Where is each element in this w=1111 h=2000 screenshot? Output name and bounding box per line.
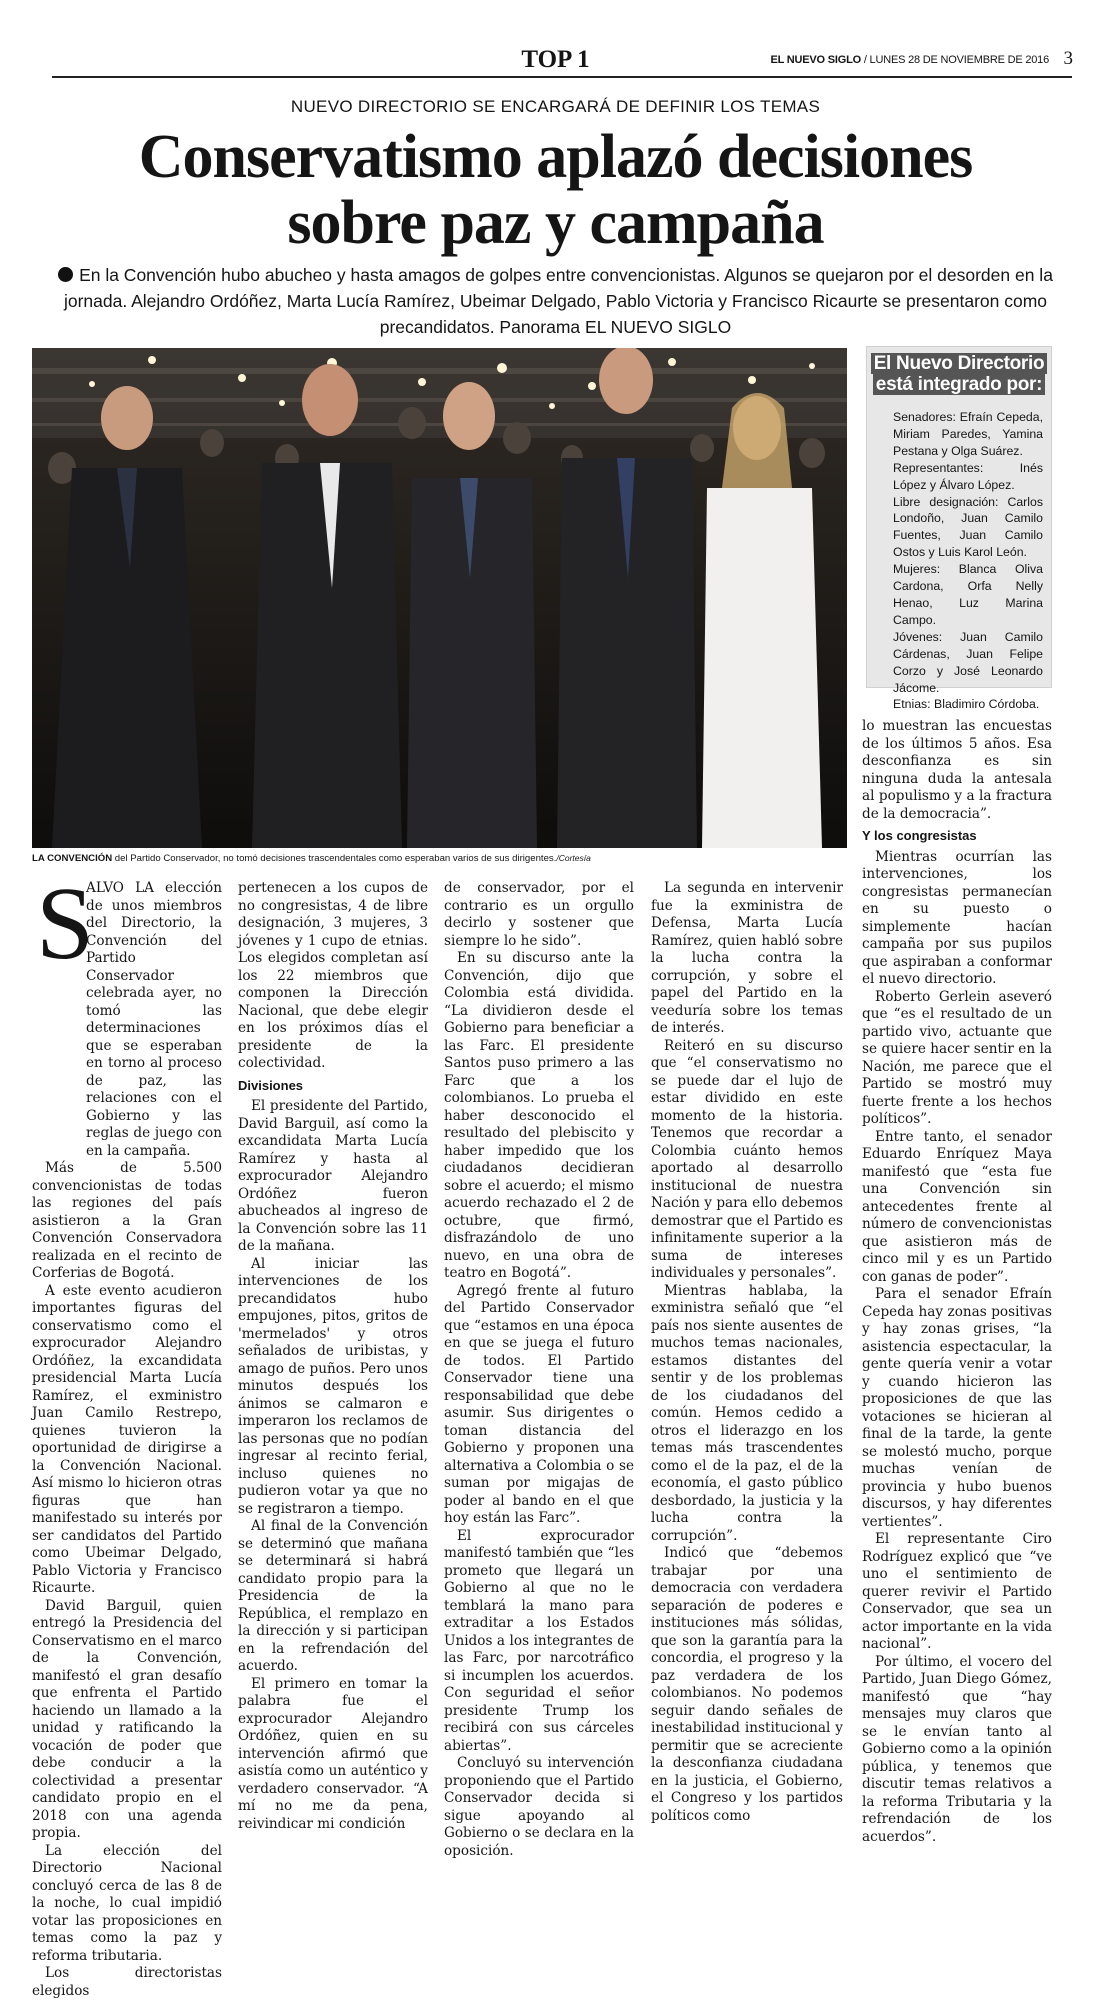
- drop-cap: S: [36, 866, 94, 981]
- paragraph: La segunda en intervenir fue la exministra de Defensa, Marta Lucía Ramírez, quien habló sobre la lucha contra la corrupción, y sobre el papel del Partido en la veeduría sobre los temas de interés.: [651, 880, 843, 1036]
- headline: [40, 124, 1071, 256]
- paragraph: Concluyó su intervención proponiendo que el Partido Conservador decida si sigue apoyando al Gobierno o se declara en la oposición.: [444, 1755, 634, 1859]
- paragraph: La elección del Directorio Nacional concluyó cerca de las 8 de la noche, lo cual impidió votar las proposiciones en temas como la paz y reforma tributaria.: [32, 1842, 222, 1964]
- paragraph: Reiteró en su discurso que “el conservatismo no se puede dar el lujo de estar dividido en este momento de la historia. Tenemos que recordar a Colombia cuánto hemos aportado al desarrollo institucional de nuestra Nación y para ello debemos demostrar que el Partido es infinitamente superior a la suma de intereses individuales y personales”.: [651, 1037, 843, 1281]
- sidebar-item: Etnias: Bladimiro Córdoba.: [893, 697, 1040, 712]
- deck: [40, 262, 1071, 340]
- paragraph: ALVO LA elección de unos miembros del Directorio, la Convención del Partido Conservador celebrada ayer, no tomó las determinaciones que se esperaban en torno al proceso de paz, las relaciones con el Gobierno y las reglas de juego con en la campaña.: [86, 880, 222, 1159]
- paragraph: El representante Ciro Rodríguez explicó que “ve uno el sentimiento de querer revivir el Partido Conservador, que sea un actor importante en la vida nacional”.: [862, 1531, 1052, 1652]
- article-column-4: [651, 880, 843, 1825]
- issue-date: / LUNES 28 DE NOVIEMBRE DE 2016: [860, 54, 1049, 66]
- convention-photo: [32, 348, 847, 848]
- paragraph: Entre tanto, el senador Eduardo Enríquez Maya manifestó que “esta fue una Convención sin antecedentes frente al número de convencionistas que asistieron más de cinco mil y es un Partido con ganas de poder”.: [862, 1128, 1052, 1285]
- paragraph: A este evento acudieron importantes figuras del conservatismo como el exprocurador Alejandro Ordóñez, la excandidata presidencial Marta Lucía Ramírez, el exministro Juan Camilo Restrepo, quienes tuvieron la oportunidad de dirigirse a la Convención Nacional. Así mismo lo hicieron otras figuras que han manifestado su interés por ser candidatos del Partido como Ubeimar Delgado, Pablo Victoria y Francisco Ricaurte.: [32, 1282, 222, 1596]
- paragraph: En su discurso ante la Convención, dijo que Colombia está dividida. “La dividieron desde el Gobierno para beneficiar a las Farc. El presidente Santos puso primero a las Farc que a los colombianos. Lo prueba el haber desconocido el resultado del plebiscito y haber impedido que los ciudadanos decidieran sobre el acuerdo; el mismo acuerdo rechazado el 2 de octubre, que firmó, disfrazándolo de uno nuevo, en una obra de teatro en Bogotá”.: [444, 950, 634, 1281]
- headline-line-1: Conservatismo aplazó decisiones: [138, 123, 973, 191]
- paragraph: El exprocurador manifestó también que “les prometo que llegará un Gobierno al que no le temblará la mano para extraditar a los Estados Unidos a los integrantes de las Farc, por narcotráfico si incumplen los acuerdos. Con seguridad el señor presidente Trump los recibirá con sus cárceles abiertas”.: [444, 1527, 634, 1754]
- photo-illustration: [32, 348, 847, 848]
- paragraph: Mientras ocurrían las intervenciones, los congresistas permanecían en su puesto o simplemente hacían campaña por sus pupilos que aspiraban a conformar el nuevo directorio.: [862, 848, 1052, 987]
- masthead: [770, 54, 1049, 66]
- sidebar-title: [867, 353, 1051, 395]
- paper-name: EL NUEVO SIGLO: [770, 54, 861, 66]
- sidebar-item: Jóvenes: Juan Camilo Cárdenas, Juan Felipe Corzo y José Leonardo Jácome.: [893, 629, 1043, 695]
- paragraph: Para el senador Efraín Cepeda hay zonas positivas y hay zonas grises, “la asistencia espectacular, la gente quería venir a votar y cuando hicieron las proposiciones de que las votaciones se hicieran al final de la tarde, la gente se molestó mucho, porque muchas venían de provincia y hubo buenos discursos, y hay diferentes vertientes”.: [862, 1286, 1052, 1530]
- sidebar-title-line-1: El Nuevo Directorio: [871, 353, 1048, 374]
- article-column-3: [444, 880, 634, 1860]
- paragraph: Indicó que “debemos trabajar por una democracia con verdadera separación de poderes e instituciones más sólidas, que son la garantía para la concordia, el progreso y la paz verdadera de los colombianos. No podemos seguir dando señales de inestabilidad institucional y permitir que se acreciente la desconfianza ciudadana en la justicia, el Gobierno, el Congreso y los partidos políticos como: [651, 1545, 843, 1824]
- page-number: 3: [1063, 48, 1073, 69]
- paragraph: Al iniciar las intervenciones de los precandidatos hubo empujones, pitos, gritos de 'mermelados' y otros señalados de uribistas, y amago de puños. Pero unos minutos después los ánimos se calmaron e imperaron los reclamos de las personas que no podían ingresar al recinto ferial, incluso quienes no pudieron votar ya que no se registraron a tiempo.: [238, 1255, 428, 1517]
- directory-sidebar: [866, 346, 1052, 712]
- bullet-icon: [58, 267, 73, 282]
- photo-caption: [32, 853, 847, 864]
- sidebar-list: [893, 409, 1043, 713]
- sidebar-item: Representantes: Inés López y Álvaro López.: [893, 460, 1043, 492]
- paragraph: David Barguil, quien entregó la Presidencia del Conservatismo en el marco de la Convención, manifestó el gran desafío que enfrenta el Partido haciendo un llamado a la unidad y ratificando la vocación de poder que debe conducir a la colectividad a presentar candidato propio en el 2018 con una agenda propia.: [32, 1597, 222, 1841]
- paragraph: Por último, el vocero del Partido, Juan Diego Gómez, manifestó que “hay mensajes muy claros que se le envían tanto al Gobierno como a la opinión pública, y tenemos que discutir temas relativos a la reforma Tributaria y la refrendación de los acuerdos”.: [862, 1653, 1052, 1845]
- sidebar-item: Libre designación: Carlos Londoño, Juan Camilo Fuentes, Juan Camilo Ostos y Luis Karol León.: [893, 494, 1043, 560]
- paragraph: Mientras hablaba, la exministra señaló que “el país nos siente ausentes de muchos temas nacionales, estamos distantes del sentir y de los problemas de los ciudadanos del común. Hemos cedido a otros el liderazgo en los temas más trascendentes como el de la paz, el de la economía, el gasto público desbordado, la justicia y la lucha contra la corrupción”.: [651, 1282, 843, 1544]
- headline-line-2: sobre paz y campaña: [287, 189, 824, 257]
- sidebar-item: Senadores: Efraín Cepeda, Miriam Paredes, Yamina Pestana y Olga Suárez.: [893, 410, 1043, 458]
- paragraph: Los directoristas elegidos: [32, 1965, 222, 1999]
- article-column-1: [32, 880, 222, 2000]
- paragraph: Al final de la Convención se determinó que mañana se determinará si habrá candidato propio para la Presidencia de la República, el remplazo en la dirección y si participan en la refrendación del acuerdo.: [238, 1518, 428, 1674]
- sidebar-item: Mujeres: Blanca Oliva Cardona, Orfa Nelly Henao, Luz Marina Campo.: [893, 562, 1043, 627]
- paragraph: de conservador, por el contrario es un orgullo decirlo y sostener que siempre lo he sido”.: [444, 880, 634, 949]
- photo-credit: /Cortesía: [556, 853, 591, 863]
- subheading-congresistas: Y los congresistas: [862, 828, 977, 843]
- section-label: TOP 1: [521, 46, 590, 73]
- header-rule: [52, 76, 1072, 78]
- paragraph: Más de 5.500 convencionistas de todas las regiones del país asistieron a la Gran Convención Conservadora realizada en el recinto de Corferias de Bogotá.: [32, 1160, 222, 1281]
- caption-lead: LA CONVENCIÓN: [32, 853, 113, 864]
- paragraph: Agregó frente al futuro del Partido Conservador que “estamos en una época en que se juega el futuro de todos. El Partido Conservador tiene una responsabilidad que debe asumir. Sus dirigentes o toman distancia del Gobierno y proponen una alternativa a Colombia o se suman por migajas de poder al bando en el que hoy están las Farc”.: [444, 1282, 634, 1526]
- paragraph: Roberto Gerlein aseveró que “es el resultado de un partido vivo, actuante que se quiere hacer sentir en la Nación, me parece que el Partido se mostró muy fuerte frente a los hechos políticos”.: [862, 988, 1052, 1127]
- kicker: NUEVO DIRECTORIO SE ENCARGARÁ DE DEFINIR LOS TEMAS: [290, 97, 821, 116]
- caption-text: del Partido Conservador, no tomó decisiones trascendentales como esperaban varios de sus dirigentes.: [112, 853, 557, 864]
- article-column-5: [862, 718, 1052, 1846]
- paragraph: lo muestran las encuestas de los últimos 5 años. Esa desconfianza es sin ninguna duda la antesala al populismo y a la fractura de la democracia”.: [862, 718, 1052, 822]
- article-column-2: [238, 880, 428, 1833]
- paragraph: El primero en tomar la palabra fue el exprocurador Alejandro Ordóñez, quien en su intervención afirmó que asistía como un auténtico y verdadero conservador. “A mí no me da pena, reivindicar mi condición: [238, 1675, 428, 1832]
- paragraph: pertenecen a los cupos de no congresistas, 4 de libre designación, 3 mujeres, 3 jóvenes y 1 cupo de etnias. Los elegidos completan así los 22 miembros que componen la Dirección Nacional, que debe elegir en los próximos días el presidente de la colectividad.: [238, 880, 428, 1071]
- sidebar-title-line-2: está integrado por:: [873, 374, 1045, 395]
- deck-text: En la Convención hubo abucheo y hasta amagos de golpes entre convencionistas. Algunos se quejaron por el desorden en la jornada. Alejandro Ordóñez, Marta Lucía Ramírez, Ubeimar Delgado, Pablo Victoria y Francisco Ricaurte se presentaron como precandidatos. Panorama EL NUEVO SIGLO: [63, 265, 1053, 337]
- subheading-divisiones: Divisiones: [238, 1077, 304, 1093]
- paragraph: El presidente del Partido, David Barguil, así como la excandidata Marta Lucía Ramírez y hasta al exprocurador Alejandro Ordóñez fueron abucheados al ingreso de la Convención sobre las 11 de la mañana.: [238, 1098, 428, 1254]
